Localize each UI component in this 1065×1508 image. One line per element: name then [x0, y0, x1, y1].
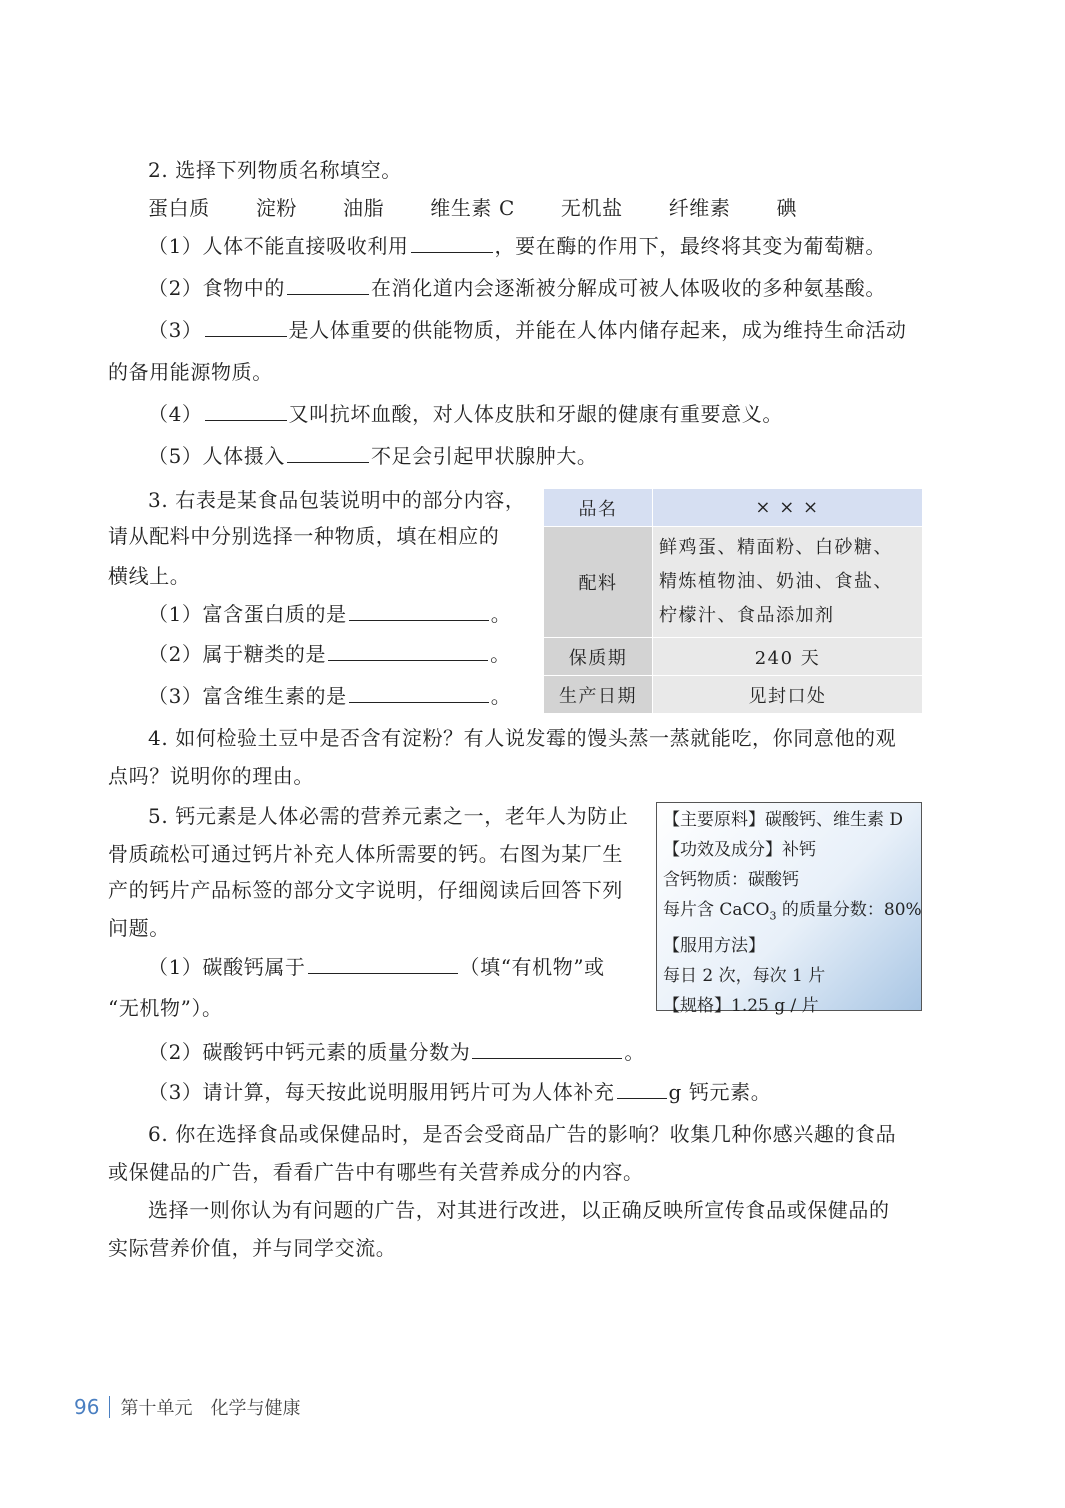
answer-blank[interactable] [411, 232, 493, 253]
option-item: 油脂 [343, 196, 385, 220]
q6-line-3: 选择一则你认为有问题的广告，对其进行改进，以正确反映所宣传食品或保健品的 [148, 1198, 890, 1222]
table-cell: × × × [653, 489, 923, 527]
q6-line-1: 6. 你在选择食品或保健品时，是否会受商品广告的影响？收集几种你感兴趣的食品 [148, 1122, 897, 1146]
option-item: 无机盐 [560, 196, 623, 220]
answer-blank[interactable] [205, 316, 287, 337]
q6-line-4: 实际营养价值，并与同学交流。 [108, 1236, 397, 1260]
page-footer [74, 1394, 300, 1420]
text: （填“有机物”或 [459, 955, 605, 979]
label-line: 含钙物质：碳酸钙 [663, 870, 799, 890]
q2-item-3 [148, 316, 907, 344]
text: （2）碳酸钙中钙元素的质量分数为 [148, 1040, 471, 1064]
q3-line-1: 3. 右表是某食品包装说明中的部分内容， [148, 488, 526, 512]
label-line [663, 895, 921, 931]
text: 。 [624, 1040, 645, 1064]
text: （1）富含蛋白质的是 [148, 602, 347, 626]
label-line: 【规格】1.25 g / 片 [663, 996, 819, 1017]
option-item: 维生素 C [430, 196, 515, 220]
answer-blank[interactable] [287, 442, 369, 463]
text: 是人体重要的供能物质，并能在人体内储存起来，成为维持生命活动 [288, 318, 907, 342]
label-line: 每日 2 次，每次 1 片 [663, 966, 826, 987]
answer-blank[interactable] [349, 682, 489, 703]
text: （3）富含维生素的是 [148, 684, 347, 708]
text: g 钙元素。 [668, 1080, 772, 1104]
text: 的质量分数：80% [776, 900, 922, 920]
table-row [544, 527, 923, 638]
calcium-tablet-label [656, 802, 922, 1017]
q5-item-2 [148, 1038, 645, 1066]
text: 每片含 CaCO [663, 900, 770, 920]
answer-blank[interactable] [205, 400, 287, 421]
text: （3） [148, 318, 203, 342]
text: （4） [148, 402, 203, 426]
text: （2）食物中的 [148, 276, 285, 300]
ingredient-line: 柠檬汁、食品添加剂 [659, 605, 835, 626]
text: 在消化道内会逐渐被分解成可被人体吸收的多种氨基酸。 [370, 276, 886, 300]
text: 。 [490, 642, 511, 666]
q2-item-2 [148, 274, 886, 302]
text: （1）人体不能直接吸收利用 [148, 234, 409, 258]
subscript: 3 [769, 909, 777, 923]
text: ，要在酶的作用下，最终将其变为葡萄糖。 [494, 234, 886, 258]
q5-item-1-cont: “无机物”）。 [108, 996, 223, 1020]
q2-item-3-cont: 的备用能源物质。 [108, 360, 273, 384]
table-cell: 配料 [544, 527, 653, 638]
answer-blank[interactable] [287, 274, 369, 295]
answer-blank[interactable] [472, 1038, 622, 1059]
q5-line-3: 产的钙片产品标签的部分文字说明，仔细阅读后回答下列 [108, 878, 623, 902]
answer-blank[interactable] [349, 600, 489, 621]
q2-title: 2. 选择下列物质名称填空。 [148, 158, 402, 182]
option-item: 蛋白质 [148, 196, 210, 220]
q2-options [148, 194, 843, 222]
text: （3）请计算，每天按此说明服用钙片可为人体补充 [148, 1080, 615, 1104]
ingredient-line: 鲜鸡蛋、精面粉、白砂糖、 [659, 537, 893, 558]
q2-item-4 [148, 400, 783, 428]
label-line: 【服用方法】 [663, 936, 765, 957]
page-number: 96 [74, 1395, 100, 1419]
label-line: 【主要原料】碳酸钙、维生素 D [663, 810, 904, 830]
answer-blank[interactable] [617, 1078, 667, 1099]
table-cell: 品名 [544, 489, 653, 527]
text: 不足会引起甲状腺肿大。 [370, 444, 598, 468]
option-item: 碘 [776, 196, 798, 220]
table-row [544, 676, 923, 714]
q4-line-1: 4. 如何检验土豆中是否含有淀粉？有人说发霉的馒头蒸一蒸就能吃，你同意他的观 [148, 726, 897, 750]
table-row [544, 489, 923, 527]
text: （5）人体摄入 [148, 444, 285, 468]
label-line: 【功效及成分】补钙 [663, 840, 816, 860]
q3-line-3: 横线上。 [108, 564, 191, 588]
text: 。 [490, 602, 512, 626]
text: （2）属于糖类的是 [148, 642, 327, 666]
answer-blank[interactable] [308, 953, 458, 974]
table-cell: 保质期 [544, 638, 653, 676]
table-cell: 240 天 [653, 638, 923, 676]
text: 。 [490, 684, 512, 708]
chapter-title: 第十单元 化学与健康 [120, 1398, 301, 1419]
q2-item-5 [148, 442, 598, 470]
table-row [544, 638, 923, 676]
q5-item-1 [148, 953, 605, 981]
q6-line-2: 或保健品的广告，看看广告中有哪些有关营养成分的内容。 [108, 1160, 644, 1184]
q4-line-2: 点吗？说明你的理由。 [108, 764, 314, 788]
q3-item-1 [148, 600, 511, 628]
table-cell: 生产日期 [544, 676, 653, 714]
text: （1）碳酸钙属于 [148, 955, 306, 979]
answer-blank[interactable] [328, 640, 488, 661]
option-item: 纤维素 [668, 196, 731, 220]
q2-item-1 [148, 232, 886, 260]
ingredient-line: 精炼植物油、奶油、食盐、 [659, 571, 893, 592]
q3-item-2 [148, 640, 511, 668]
table-cell: 见封口处 [653, 676, 923, 714]
option-item: 淀粉 [255, 196, 298, 220]
food-package-table [543, 488, 923, 714]
q5-line-2: 骨质疏松可通过钙片补充人体所需要的钙。右图为某厂生 [108, 842, 623, 866]
q3-item-3 [148, 682, 511, 710]
q5-line-1: 5. 钙元素是人体必需的营养元素之一，老年人为防止 [148, 804, 629, 828]
q5-line-4: 问题。 [108, 916, 170, 940]
text: 又叫抗坏血酸，对人体皮肤和牙龈的健康有重要意义。 [288, 402, 783, 426]
divider [109, 1396, 110, 1418]
q5-item-3 [148, 1078, 771, 1106]
table-cell [653, 527, 923, 638]
q3-line-2: 请从配料中分别选择一种物质，填在相应的 [108, 524, 500, 548]
